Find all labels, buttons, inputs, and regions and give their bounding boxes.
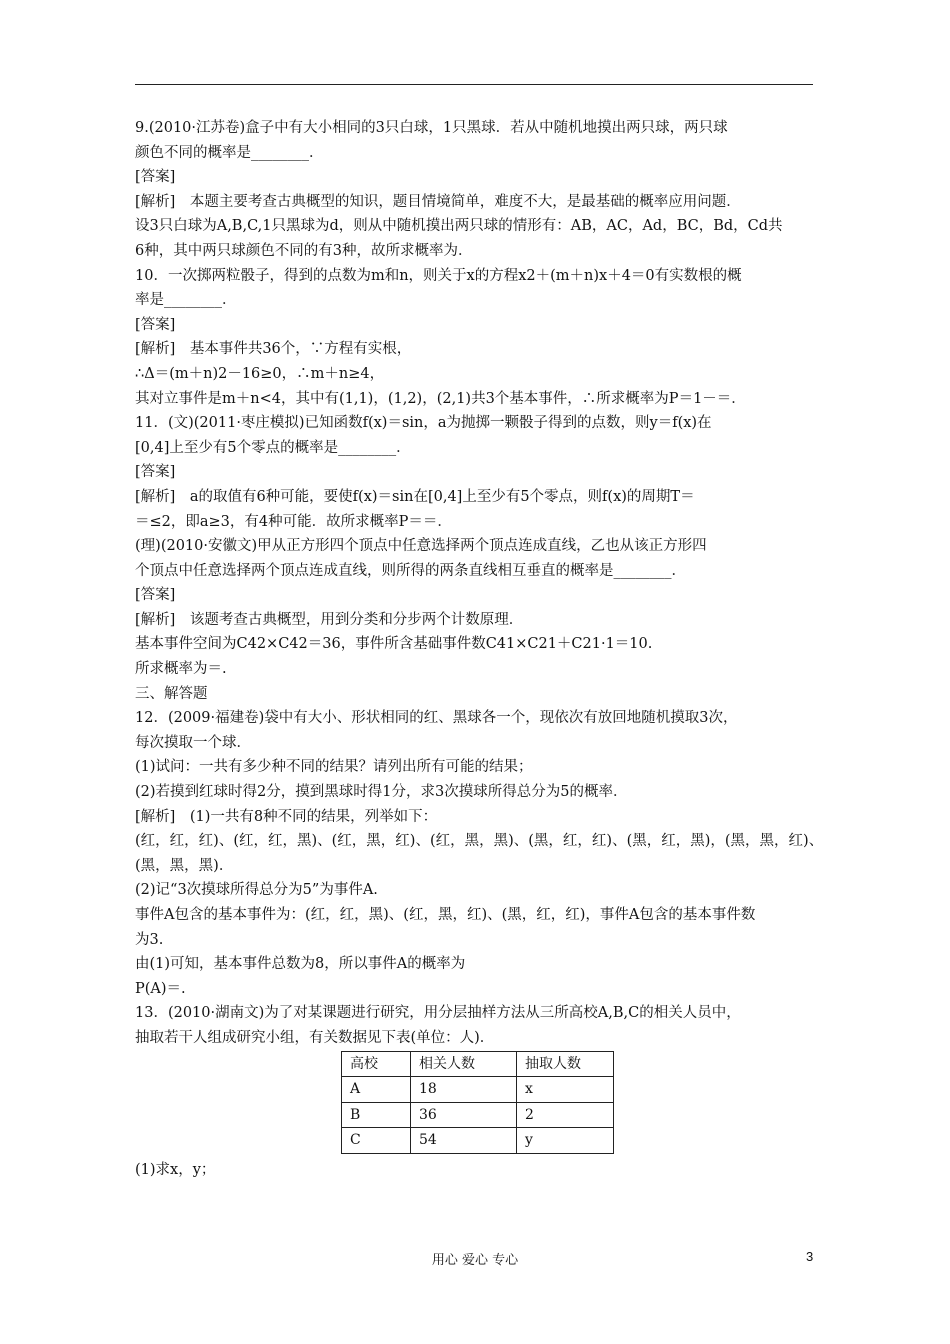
text-line: 设3只白球为A,B,C,1只黑球为d，则从中随机摸出两只球的情形有：AB，AC，Ad，BC，Bd，Cd共 — [135, 218, 783, 235]
text-line: [解析] a的取值有6种可能，要使f(x)＝sin在[0,4]上至少有5个零点，则f(x)的周期T＝ — [135, 488, 695, 505]
text-line: 12．(2009·福建卷)袋中有大小、形状相同的红、黑球各一个，现依次有放回地随机摸取3次， — [135, 710, 738, 727]
text-line: (理)(2010·安徽文)甲从正方形四个顶点中任意选择两个顶点连成直线，乙也从该正方形四 — [135, 538, 707, 555]
text-line: (1)求x，y； — [135, 1161, 216, 1178]
table-cell: B — [342, 1102, 411, 1128]
text-line: 基本事件空间为C42×C42＝36，事件所含基础事件数C41×C21＋C21·1＝10. — [135, 636, 653, 653]
text-line: ∴Δ＝(m＋n)2－16≥0，∴m＋n≥4， — [135, 365, 385, 382]
text-block-top — [135, 116, 824, 1051]
text-line: [答案] — [135, 169, 176, 186]
text-line: 所求概率为＝. — [135, 661, 227, 678]
table-cell: 54 — [411, 1128, 517, 1154]
table-row — [342, 1102, 614, 1128]
text-line: (1)试问：一共有多少种不同的结果？请列出所有可能的结果； — [135, 759, 533, 776]
table-cell: C — [342, 1128, 411, 1154]
text-line: (红，红，红)、(红，红，黑)、(红，黑，红)、(红，黑，黑)、(黑，红，红)、(黑，红，黑)，(黑，黑，红)、 — [135, 833, 824, 850]
text-line: (2)记“3次摸球所得总分为5”为事件A. — [135, 882, 378, 899]
table-cell: 36 — [411, 1102, 517, 1128]
text-line: 个顶点中任意选择两个顶点连成直线，则所得的两条直线相互垂直的概率是________． — [135, 562, 686, 579]
table-header-row — [342, 1051, 614, 1077]
text-line: P(A)＝. — [135, 980, 186, 997]
text-line: 事件A包含的基本事件为：(红，红，黑)、(红，黑，红)、(黑，红，红)，事件A包含的基本事件数 — [135, 907, 756, 923]
text-line: ＝≤2，即a≥3，有4种可能．故所求概率P＝＝． — [135, 513, 452, 530]
text-block-bottom — [135, 1158, 815, 1183]
page-footer: 用心 爱心 专心 — [431, 1253, 519, 1268]
text-line: 抽取若干人组成研究小组，有关数据见下表(单位：人)． — [135, 1029, 495, 1046]
text-line: 10．一次掷两粒骰子，得到的点数为m和n，则关于x的方程x2＋(m＋n)x＋4＝0有实数根的概 — [135, 267, 742, 284]
text-line: 9.(2010·江苏卷)盒子中有大小相同的3只白球，1只黑球．若从中随机地摸出两只球，两只球 — [135, 120, 728, 136]
text-line: 颜色不同的概率是________． — [135, 144, 324, 161]
text-line: [0,4]上至少有5个零点的概率是________． — [135, 439, 411, 456]
table-header-cell: 高校 — [342, 1051, 411, 1077]
text-line: 其对立事件是m＋n<4，其中有(1,1)，(1,2)，(2,1)共3个基本事件，∴所求概率为P＝1－＝． — [135, 390, 746, 407]
table-cell: x — [517, 1077, 614, 1103]
text-line: (2)若摸到红球时得2分，摸到黑球时得1分，求3次摸球所得总分为5的概率． — [135, 784, 628, 801]
table-cell: y — [517, 1128, 614, 1154]
table-row — [342, 1077, 614, 1103]
document-body — [135, 116, 824, 1183]
text-line: 为3. — [135, 931, 164, 948]
text-line: 13．(2010·湖南文)为了对某课题进行研究，用分层抽样方法从三所高校A,B,C的相关人员中， — [135, 1005, 741, 1022]
text-line: (黑，黑，黑)． — [135, 857, 234, 874]
text-line: 11．(文)(2011·枣庄模拟)已知函数f(x)＝sin，a为抛掷一颗骰子得到的点数，则y＝f(x)在 — [135, 415, 712, 432]
table-cell: 18 — [411, 1077, 517, 1103]
table-cell: 2 — [517, 1102, 614, 1128]
section-heading: 三、解答题 — [135, 685, 208, 702]
table-row — [342, 1128, 614, 1154]
header-rule — [135, 84, 813, 85]
table-header-cell: 相关人数 — [411, 1051, 517, 1077]
table-cell: A — [342, 1077, 411, 1103]
text-line: [答案] — [135, 464, 176, 481]
data-table — [341, 1051, 614, 1154]
text-line: 每次摸取一个球． — [135, 734, 251, 751]
text-line: [解析] 基本事件共36个，∵方程有实根， — [135, 341, 412, 358]
text-line: [解析] (1)一共有8种不同的结果，列举如下： — [135, 808, 438, 825]
page-number: 3 — [806, 1249, 814, 1264]
text-line: 率是________． — [135, 292, 237, 309]
text-line: [解析] 本题主要考查古典概型的知识，题目情境简单，难度不大，是最基础的概率应用问题． — [135, 193, 741, 210]
text-line: 由(1)可知，基本事件总数为8，所以事件A的概率为 — [135, 956, 466, 973]
text-line: [答案] — [135, 316, 176, 333]
text-line: [解析] 该题考查古典概型，用到分类和分步两个计数原理． — [135, 611, 524, 628]
table-header-cell: 抽取人数 — [517, 1051, 614, 1077]
text-line: 6种，其中两只球颜色不同的有3种，故所求概率为． — [135, 242, 473, 259]
text-line: [答案] — [135, 587, 176, 604]
